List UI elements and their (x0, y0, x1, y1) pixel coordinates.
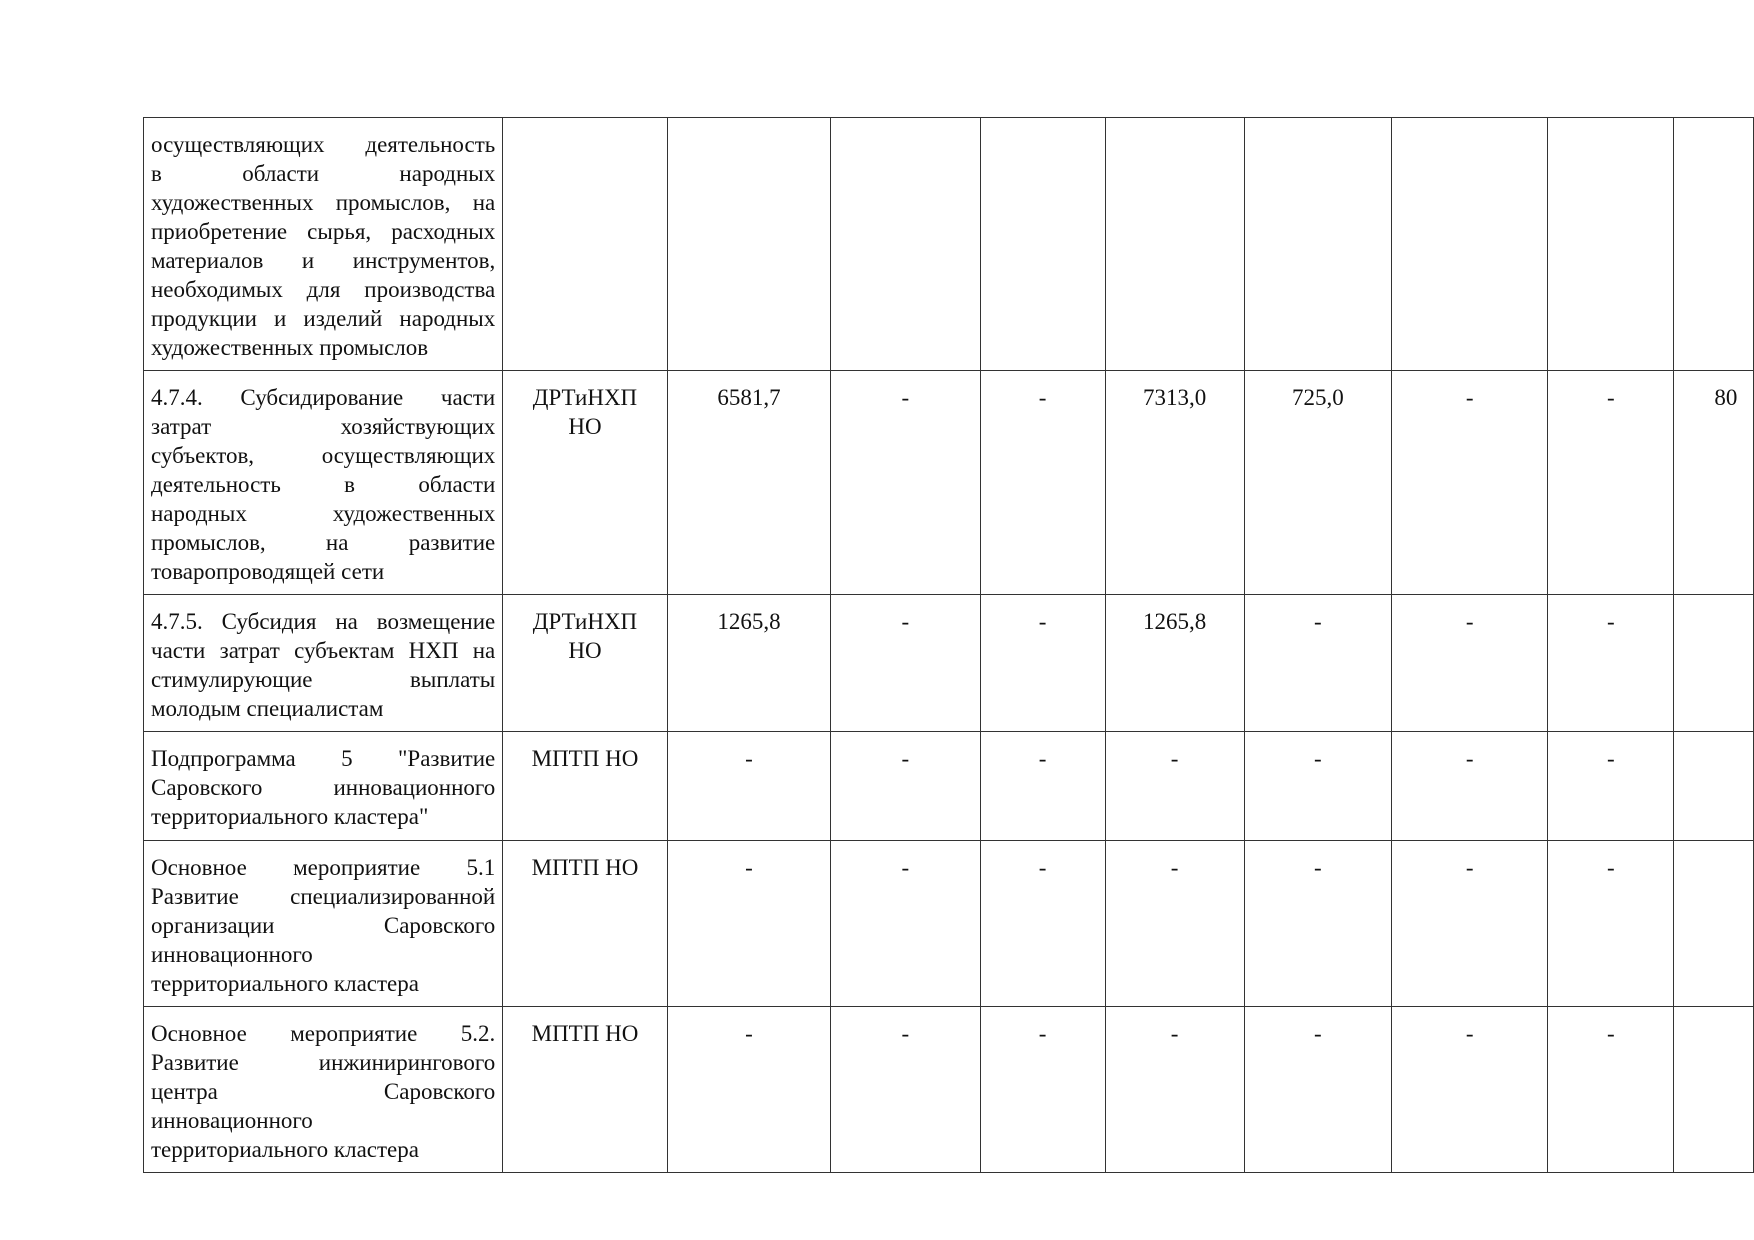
value-cell: - (1244, 732, 1392, 841)
description-line: 4.7.5. Субсидия на возмещение (151, 609, 496, 634)
value-cell-cut (1674, 732, 1754, 841)
description-line: приобретение сырья, расходных (151, 219, 496, 244)
executor-line: ДРТиНХП (532, 385, 638, 410)
value-cell: - (1392, 371, 1548, 595)
table-row (144, 1007, 1754, 1173)
value-cell-cut (1674, 841, 1754, 1007)
value-cell-cut (1674, 595, 1754, 732)
description-line: необходимых для производства (151, 277, 496, 302)
value-cell: - (1548, 1007, 1674, 1173)
value-cell: 1265,8 (667, 595, 830, 732)
budget-table (143, 117, 1754, 1173)
activity-description (144, 732, 503, 841)
value-cell: - (980, 841, 1105, 1007)
description-line: субъектов, осуществляющих (151, 443, 496, 468)
executor-line: НО (568, 638, 602, 663)
value-cell: - (1244, 595, 1392, 732)
description-line: организации Саровского (151, 913, 496, 938)
description-line: продукции и изделий народных (151, 306, 496, 331)
value-cell (1244, 118, 1392, 371)
executor-line: МПТП НО (531, 746, 639, 771)
description-line: территориального кластера (151, 1137, 419, 1162)
description-line: территориального кластера (151, 971, 419, 996)
value-cell (980, 118, 1105, 371)
value-cell: - (831, 732, 980, 841)
value-cell: - (1392, 1007, 1548, 1173)
value-cell (1392, 118, 1548, 371)
value-cell: - (831, 841, 980, 1007)
description-line: Подпрограмма 5 "Развитие (151, 746, 496, 771)
value-cell-cut (1674, 1007, 1754, 1173)
value-cell: - (980, 732, 1105, 841)
table-row (144, 732, 1754, 841)
value-cell-cut: 80 (1674, 371, 1754, 595)
description-line: Основное мероприятие 5.2. (151, 1021, 496, 1046)
description-line: промыслов, на развитие (151, 530, 496, 555)
description-line: инновационного (151, 942, 313, 967)
value-cell (667, 118, 830, 371)
description-line: 4.7.4. Субсидирование части (151, 385, 496, 410)
executor-cell (503, 371, 667, 595)
value-cell (1548, 118, 1674, 371)
activity-description (144, 1007, 503, 1173)
executor-line: ДРТиНХП (532, 609, 638, 634)
description-line: осуществляющих деятельность (151, 132, 496, 157)
description-line: инновационного (151, 1108, 313, 1133)
table-row (144, 371, 1754, 595)
table-row (144, 841, 1754, 1007)
executor-cell (503, 732, 667, 841)
description-line: в области народных (151, 161, 496, 186)
description-line: стимулирующие выплаты (151, 667, 496, 692)
value-cell: - (1105, 732, 1244, 841)
value-cell: 1265,8 (1105, 595, 1244, 732)
activity-description (144, 371, 503, 595)
value-cell: 725,0 (1244, 371, 1392, 595)
executor-cell (503, 595, 667, 732)
value-cell: - (1244, 841, 1392, 1007)
value-cell: - (667, 841, 830, 1007)
value-cell: - (980, 1007, 1105, 1173)
value-cell: - (1244, 1007, 1392, 1173)
description-line: художественных промыслов, на (151, 190, 496, 215)
value-cell (831, 118, 980, 371)
executor-line: НО (568, 414, 602, 439)
value-cell: 6581,7 (667, 371, 830, 595)
executor-cell (503, 118, 667, 371)
executor-line: МПТП НО (531, 1021, 639, 1046)
value-cell-cut (1674, 118, 1754, 371)
description-line: художественных промыслов (151, 335, 429, 360)
description-line: молодым специалистам (151, 696, 384, 721)
table-row (144, 118, 1754, 371)
value-cell: - (980, 595, 1105, 732)
table-row (144, 595, 1754, 732)
activity-description (144, 595, 503, 732)
value-cell: - (1105, 1007, 1244, 1173)
value-cell: - (831, 1007, 980, 1173)
activity-description (144, 841, 503, 1007)
value-cell: - (980, 371, 1105, 595)
description-line: затрат хозяйствующих (151, 414, 496, 439)
description-line: материалов и инструментов, (151, 248, 496, 273)
description-line: Развитие инжинирингового (151, 1050, 496, 1075)
description-line: Развитие специализированной (151, 884, 496, 909)
description-line: деятельность в области (151, 472, 496, 497)
value-cell: - (1548, 371, 1674, 595)
description-line: товаропроводящей сети (151, 559, 385, 584)
value-cell: - (667, 1007, 830, 1173)
value-cell: - (1548, 841, 1674, 1007)
activity-description (144, 118, 503, 371)
value-cell: - (1392, 732, 1548, 841)
value-cell: - (831, 595, 980, 732)
value-cell: - (667, 732, 830, 841)
executor-cell (503, 1007, 667, 1173)
description-line: части затрат субъектам НХП на (151, 638, 496, 663)
description-line: Основное мероприятие 5.1 (151, 855, 496, 880)
description-line: Саровского инновационного (151, 775, 496, 800)
description-line: территориального кластера" (151, 804, 429, 829)
value-cell: - (1548, 595, 1674, 732)
value-cell: 7313,0 (1105, 371, 1244, 595)
description-line: центра Саровского (151, 1079, 496, 1104)
value-cell: - (831, 371, 980, 595)
value-cell: - (1548, 732, 1674, 841)
value-cell: - (1392, 595, 1548, 732)
value-cell: - (1105, 841, 1244, 1007)
executor-cell (503, 841, 667, 1007)
executor-line: МПТП НО (531, 855, 639, 880)
value-cell: - (1392, 841, 1548, 1007)
description-line: народных художественных (151, 501, 496, 526)
value-cell (1105, 118, 1244, 371)
